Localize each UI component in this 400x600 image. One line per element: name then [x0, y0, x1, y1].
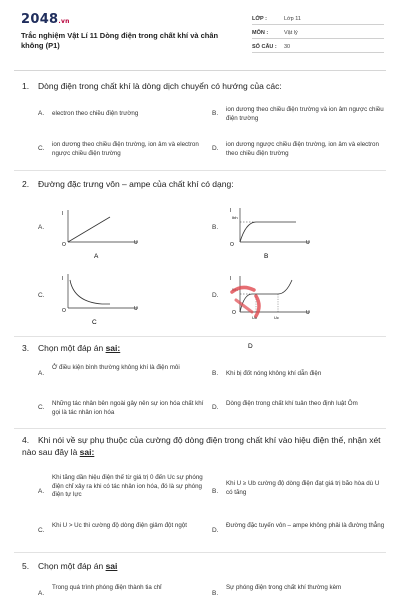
axis-label-i: I: [62, 276, 64, 282]
meta-value: Lớp 11: [284, 16, 301, 22]
graph-caption: B: [264, 253, 269, 260]
graph-caption: D: [248, 343, 253, 350]
axis-label-i: I: [62, 211, 64, 217]
logo-main: 2048: [21, 12, 59, 27]
question-3-title: 3. Chọn một đáp án sai:: [22, 343, 121, 353]
saturation-label: Ibh: [232, 287, 238, 292]
meta-row-subject: [252, 28, 384, 39]
logo-suffix: .vn: [58, 18, 70, 25]
graph-b: [226, 202, 316, 262]
origin-label: O: [62, 308, 66, 314]
axis-label-u: U: [134, 240, 138, 246]
ub-label: Ub: [252, 315, 258, 320]
axis-label-i: I: [230, 276, 232, 282]
document-title: Trắc nghiệm Vật Lí 11 Dòng điện trong chất khí và chân không (P1): [21, 31, 219, 50]
question-1-title: 1. Dòng điện trong chất khí là dòng dịch chuyển có hướng của các:: [22, 81, 282, 91]
question-5-title: 5. Chọn một đáp án sai: [22, 561, 118, 571]
question-2-title: 2. Đường đặc trưng vôn – ampe của chất khí có dạng:: [22, 179, 234, 189]
meta-value: Vật lý: [284, 30, 298, 36]
meta-value: 30: [284, 44, 291, 50]
graph-a: [58, 202, 148, 262]
separator: [14, 552, 386, 553]
origin-label: O: [232, 310, 236, 316]
origin-label: O: [230, 242, 234, 248]
answer-stamp-icon: [226, 282, 266, 322]
graph-caption: C: [92, 319, 97, 326]
meta-row-count: [252, 42, 384, 53]
meta-info: [252, 14, 384, 56]
separator: [14, 428, 386, 429]
meta-key: LỚP :: [252, 16, 267, 22]
meta-key: MÔN :: [252, 30, 269, 36]
saturation-label: Ibh: [232, 215, 238, 220]
header-divider: [14, 70, 386, 71]
graph-caption: A: [94, 253, 99, 260]
graph-c: [58, 268, 148, 328]
origin-label: O: [62, 242, 66, 248]
axis-label-u: U: [306, 240, 310, 246]
axis-label-u: U: [306, 310, 310, 316]
separator: [14, 170, 386, 171]
site-logo[interactable]: [21, 12, 70, 27]
meta-row-class: [252, 14, 384, 25]
question-4-title: 4. Khi nói về sự phụ thuộc của cường độ dòng điện trong chất khí vào hiệu điện thế, nhận xét nào sau đây là sai:: [22, 435, 381, 457]
separator: [14, 336, 386, 337]
meta-key: SỐ CÂU :: [252, 44, 277, 50]
uc-label: Uc: [274, 315, 279, 320]
axis-label-i: I: [230, 208, 232, 214]
axis-label-u: U: [134, 306, 138, 312]
page-header: [0, 0, 400, 62]
